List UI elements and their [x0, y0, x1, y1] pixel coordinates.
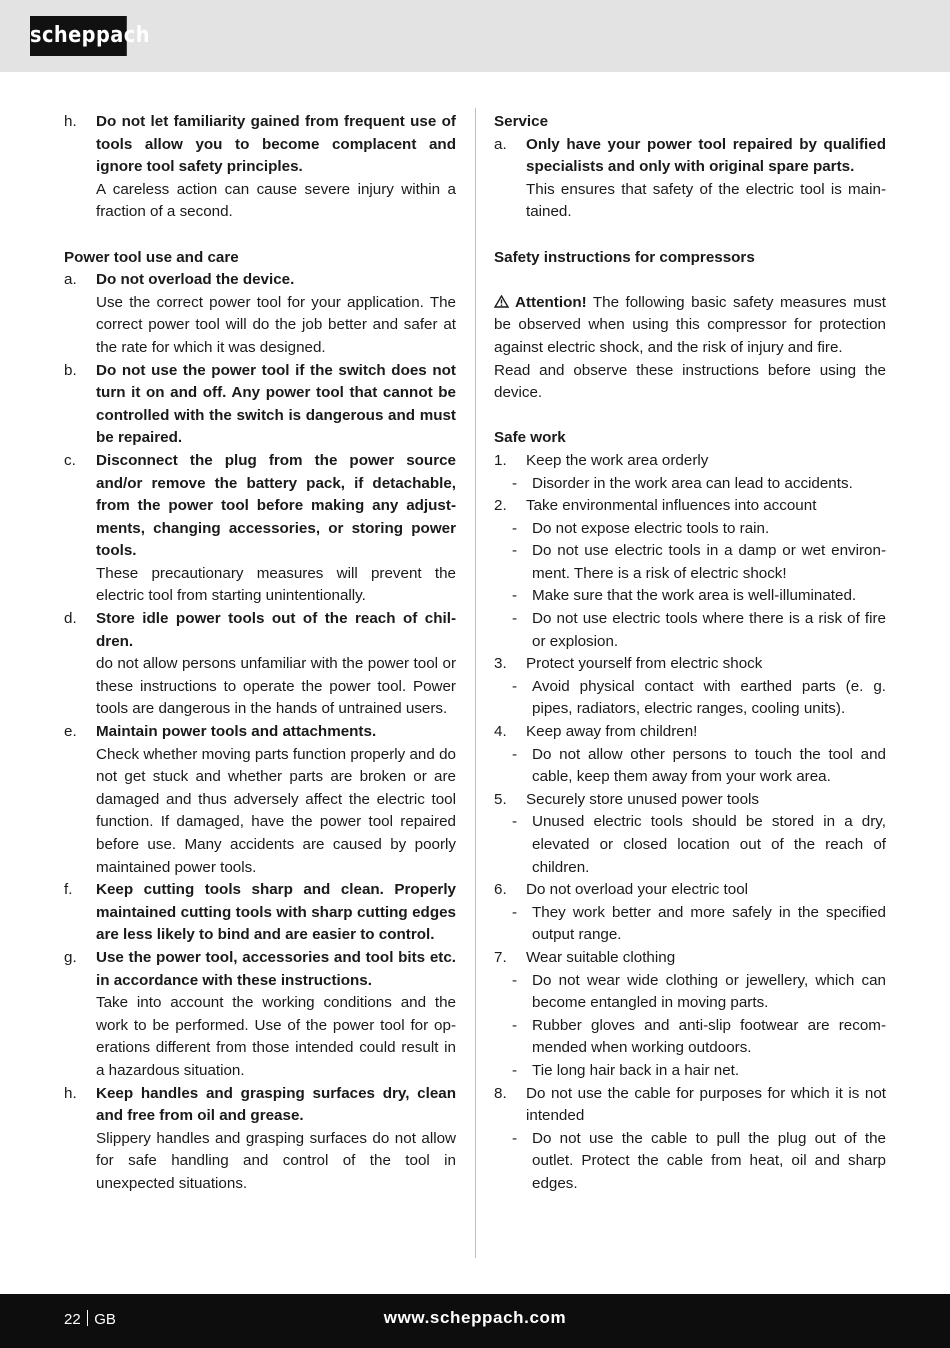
item-text: Check whether moving parts function properly and do not get stuck and whether parts are broken or are damaged and thus adversely affect the electric tool function. If damaged, have the power tool repaired before use. Many accidents are caused by poorly maintained power tools. — [96, 745, 456, 876]
item-marker: f. — [64, 881, 73, 899]
safe-work-item — [494, 789, 886, 812]
item-number: 5. — [494, 790, 507, 808]
safe-work-subitem — [494, 744, 886, 789]
item-marker: h. — [64, 1084, 77, 1102]
item-marker: e. — [64, 723, 77, 741]
dash-bullet: - — [512, 1016, 518, 1034]
subitem-text: Make sure that the work area is well-illuminated. — [532, 587, 857, 605]
scheppach-logo: scheppach — [30, 16, 127, 56]
item-marker: d. — [64, 610, 77, 628]
item-number: 2. — [494, 497, 507, 515]
item-text: These precautionary measures will prevent the electric tool from starting unintentionally. — [96, 564, 456, 605]
safe-work-subitem — [494, 518, 886, 541]
safe-work-subitem — [494, 1015, 886, 1060]
list-item-h — [64, 111, 456, 224]
dash-bullet: - — [512, 542, 518, 560]
dash-bullet: - — [512, 587, 518, 605]
left-column — [64, 111, 456, 1196]
item-text: Use the correct power tool for your application. The correct power tool will do the job better and safer at the rate for which it was designed. — [96, 293, 456, 356]
subitem-text: Do not allow other persons to touch the tool and cable, keep them away from your work area. — [532, 745, 886, 786]
item-heading: Keep handles and grasping surfaces dry, clean and free from oil and grease. — [96, 1084, 456, 1125]
safe-work-list — [494, 450, 886, 1196]
item-title: Do not use the cable for purposes for which it is not intended — [526, 1084, 886, 1125]
safe-work-subitem — [494, 902, 886, 947]
subitem-text: They work better and more safely in the specified output range. — [532, 903, 886, 944]
section-title-power-tool-use: Power tool use and care — [64, 248, 239, 266]
safe-work-subitem — [494, 473, 886, 496]
item-title: Do not overload your electric tool — [526, 881, 749, 899]
safe-work-item — [494, 1083, 886, 1128]
item-number: 4. — [494, 723, 507, 741]
safe-work-subitem — [494, 1128, 886, 1196]
read-instructions-text: Read and observe these instructions before using the device. — [494, 361, 886, 402]
item-heading: Keep cutting tools sharp and clean. Properly maintained cutting tools with sharp cutting edges are less likely to bind and are easier to control. — [96, 881, 456, 944]
item-marker: b. — [64, 361, 77, 379]
safe-work-item — [494, 653, 886, 676]
subitem-text: Do not use electric tools in a damp or wet environment. There is a risk of electric shock! — [532, 542, 886, 582]
subitem-text: Do not expose electric tools to rain. — [532, 519, 770, 537]
attention-paragraph — [494, 292, 886, 360]
section-title-service: Service — [494, 113, 549, 130]
attention-text: The following basic safety measures must be observed when using this compressor for protection against electric shock, and the risk of injury and fire. — [494, 293, 886, 356]
item-text: do not allow persons unfamiliar with the power tool or these instructions to operate the power tool. Power tools are dangerous in the hands of untrained users. — [96, 655, 456, 718]
list-item-f — [64, 879, 456, 947]
item-title: Take environmental influences into account — [526, 497, 817, 515]
safe-work-item — [494, 450, 886, 473]
subitem-text: Disorder in the work area can lead to accidents. — [532, 474, 853, 492]
item-text: Slippery handles and grasping surfaces do not allow for safe handling and control of the tool in unexpected situations. — [96, 1129, 456, 1192]
column-divider — [475, 108, 476, 1258]
item-text: A careless action can cause severe injury within a fraction of a second. — [96, 180, 456, 221]
safe-work-item — [494, 721, 886, 744]
item-number: 7. — [494, 948, 507, 966]
section-title-compressor-safety: Safety instructions for compressors — [494, 248, 755, 266]
subitem-text: Do not wear wide clothing or jewellery, which can become entangled in moving parts. — [532, 971, 886, 1012]
subitem-text: Tie long hair back in a hair net. — [532, 1061, 740, 1079]
item-heading: Maintain power tools and attachments. — [96, 723, 377, 741]
item-title: Keep away from children! — [526, 723, 698, 741]
subitem-text: Rubber gloves and anti-slip footwear are recommended when working outdoors. — [532, 1016, 886, 1057]
safe-work-subitem — [494, 676, 886, 721]
item-heading: Only have your power tool repaired by qualified specialists and only with original spare parts. — [526, 135, 886, 176]
attention-label: Attention! — [515, 293, 587, 311]
language-code: GB — [94, 1311, 116, 1328]
dash-bullet: - — [512, 610, 518, 628]
subitem-text: Do not use the cable to pull the plug out of the outlet. Protect the cable from heat, oil and sharp edges. — [532, 1129, 886, 1192]
dash-bullet: - — [512, 1129, 518, 1147]
dash-bullet: - — [512, 519, 518, 537]
item-marker: g. — [64, 948, 77, 966]
subitem-text: Avoid physical contact with earthed parts (e. g. pipes, radiators, electric ranges, cooling units). — [532, 677, 886, 718]
list-item-g — [64, 947, 456, 1083]
item-text: Take into account the working conditions and the work to be performed. Use of the power tool for operations different from those intended could result in a hazardous situation. — [96, 994, 456, 1079]
item-heading: Disconnect the plug from the power source and/or remove the battery pack, if detachable, from the power tool before making any adjustments, changing accessories, or storing power tools. — [96, 451, 456, 560]
dash-bullet: - — [512, 903, 518, 921]
item-heading: Do not let familiarity gained from frequent use of tools allow you to become complacent and ignore tool safety principles. — [96, 113, 456, 176]
list-item-b — [64, 360, 456, 450]
item-title: Securely store unused power tools — [526, 790, 760, 808]
list-item-a — [64, 269, 456, 359]
header-bar — [0, 0, 950, 72]
safe-work-subitem — [494, 970, 886, 1015]
right-column — [494, 111, 886, 1196]
safe-work-subitem — [494, 1060, 886, 1083]
item-heading: Use the power tool, accessories and tool bits etc. in accordance with these instructions. — [96, 948, 456, 989]
item-marker: c. — [64, 451, 76, 469]
footer-bar — [0, 1294, 950, 1348]
safe-work-item — [494, 495, 886, 518]
item-number: 1. — [494, 451, 507, 469]
list-item-e — [64, 721, 456, 879]
item-marker: h. — [64, 113, 77, 130]
item-heading: Do not overload the device. — [96, 271, 295, 289]
item-text: This ensures that safety of the electric tool is maintained. — [526, 180, 886, 221]
item-title: Keep the work area orderly — [526, 451, 709, 469]
safe-work-item — [494, 879, 886, 902]
subitem-text: Unused electric tools should be stored in a dry, elevated or closed location out of the reach of children. — [532, 813, 886, 876]
subitem-text: Do not use electric tools where there is a risk of fire or explosion. — [532, 610, 886, 650]
warning-triangle-icon — [494, 292, 509, 315]
list-item-d — [64, 608, 456, 721]
list-item-service-a — [494, 134, 886, 224]
safe-work-item — [494, 947, 886, 970]
dash-bullet: - — [512, 677, 518, 695]
page-number-value: 22 — [64, 1311, 81, 1328]
item-heading: Do not use the power tool if the switch does not turn it on and off. Any power tool that cannot be controlled with the switch is dangerous and must be repaired. — [96, 361, 456, 447]
safe-work-subitem — [494, 585, 886, 608]
item-marker: a. — [494, 135, 507, 153]
dash-bullet: - — [512, 1061, 518, 1079]
dash-bullet: - — [512, 813, 518, 831]
item-number: 6. — [494, 881, 507, 899]
dash-bullet: - — [512, 971, 518, 989]
item-title: Wear suitable clothing — [526, 948, 676, 966]
item-title: Protect yourself from electric shock — [526, 655, 763, 673]
safe-work-subitem — [494, 811, 886, 879]
dash-bullet: - — [512, 745, 518, 763]
item-number: 8. — [494, 1084, 507, 1102]
website-url: www.scheppach.com — [383, 1308, 567, 1327]
list-item-c — [64, 450, 456, 608]
item-heading: Store idle power tools out of the reach of children. — [96, 610, 456, 650]
item-number: 3. — [494, 655, 507, 673]
safe-work-subitem — [494, 608, 886, 653]
item-marker: a. — [64, 271, 77, 289]
list-item-h2 — [64, 1083, 456, 1196]
dash-bullet: - — [512, 474, 518, 492]
safe-work-subitem — [494, 540, 886, 585]
section-title-safe-work: Safe work — [494, 429, 566, 447]
